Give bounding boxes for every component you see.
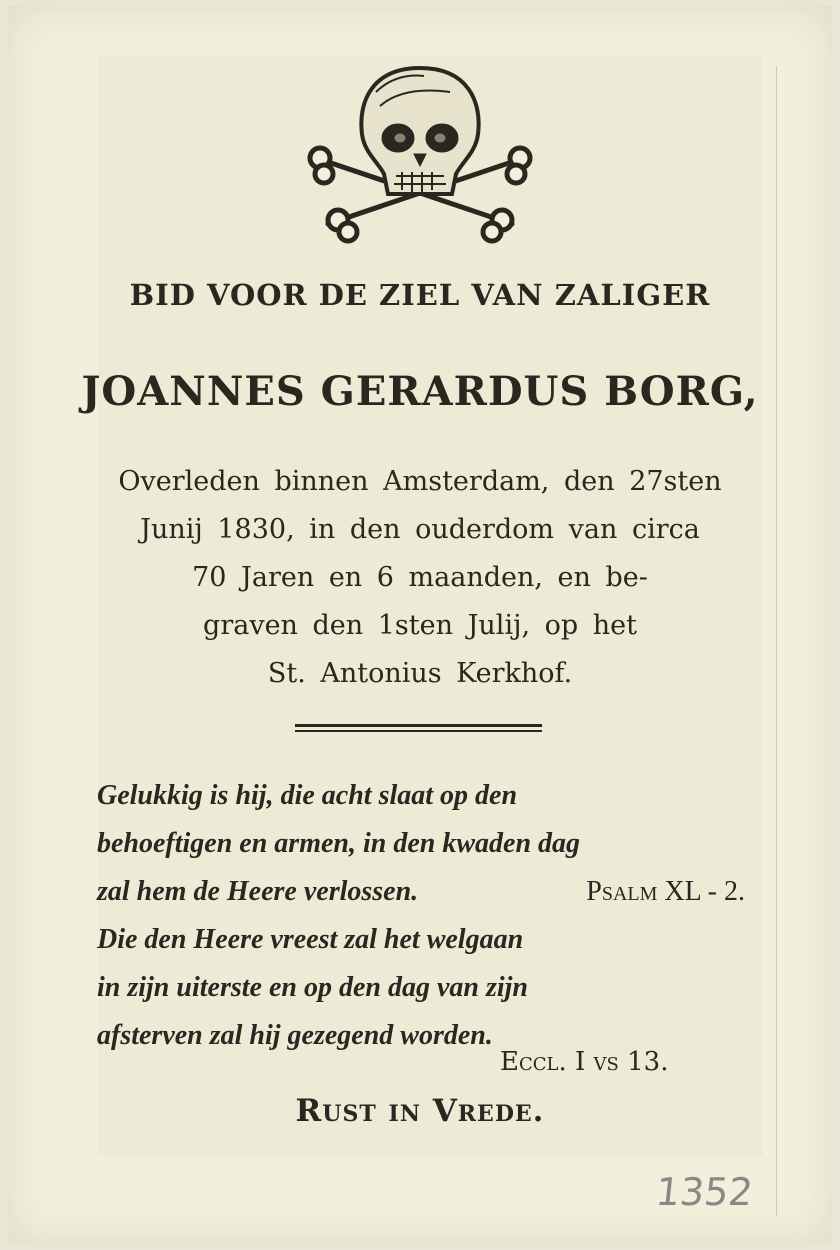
verse-line <box>97 916 745 964</box>
double-rule-divider <box>295 724 542 734</box>
prayer-heading: BID VOOR DE ZIEL VAN ZALIGER <box>129 278 711 312</box>
verse-line <box>97 772 745 820</box>
scripture-verse <box>97 772 745 1060</box>
closing-blessing: Rust in Vrede. <box>295 1093 545 1129</box>
verse-text: afsterven zal hij gezegend worden. <box>97 1020 493 1051</box>
ecclesiasticus-reference: Eccl. I vs 13. <box>500 1047 669 1077</box>
biography-text <box>0 458 840 698</box>
verse-text: behoeftigen en armen, in den kwaden dag <box>97 828 581 859</box>
bio-line: graven den 1sten Julij, op het <box>203 610 637 641</box>
catalog-number: 1352 <box>653 1170 756 1214</box>
verse-text: Die den Heere vreest zal het welgaan <box>97 924 524 955</box>
verse-line <box>97 964 745 1012</box>
bio-line: St. Antonius Kerkhof. <box>267 658 573 689</box>
deceased-name: JOANNES GERARDUS BORG, <box>81 368 759 415</box>
verse-text: Gelukkig is hij, die acht slaat op den <box>97 780 518 811</box>
skull-and-crossbones-icon <box>300 62 540 244</box>
verse-line <box>97 868 745 916</box>
psalm-reference: Psalm XL - 2. <box>586 876 745 907</box>
verse-text: zal hem de Heere verlossen. <box>97 876 419 907</box>
bio-line: Overleden binnen Amsterdam, den 27sten <box>118 466 722 497</box>
bio-line: 70 Jaren en 6 maanden, en be- <box>192 562 648 593</box>
verse-text: in zijn uiterste en op den dag van zijn <box>97 972 528 1003</box>
verse-line <box>97 820 745 868</box>
bio-line: Junij 1830, in den ouderdom van circa <box>140 514 700 545</box>
